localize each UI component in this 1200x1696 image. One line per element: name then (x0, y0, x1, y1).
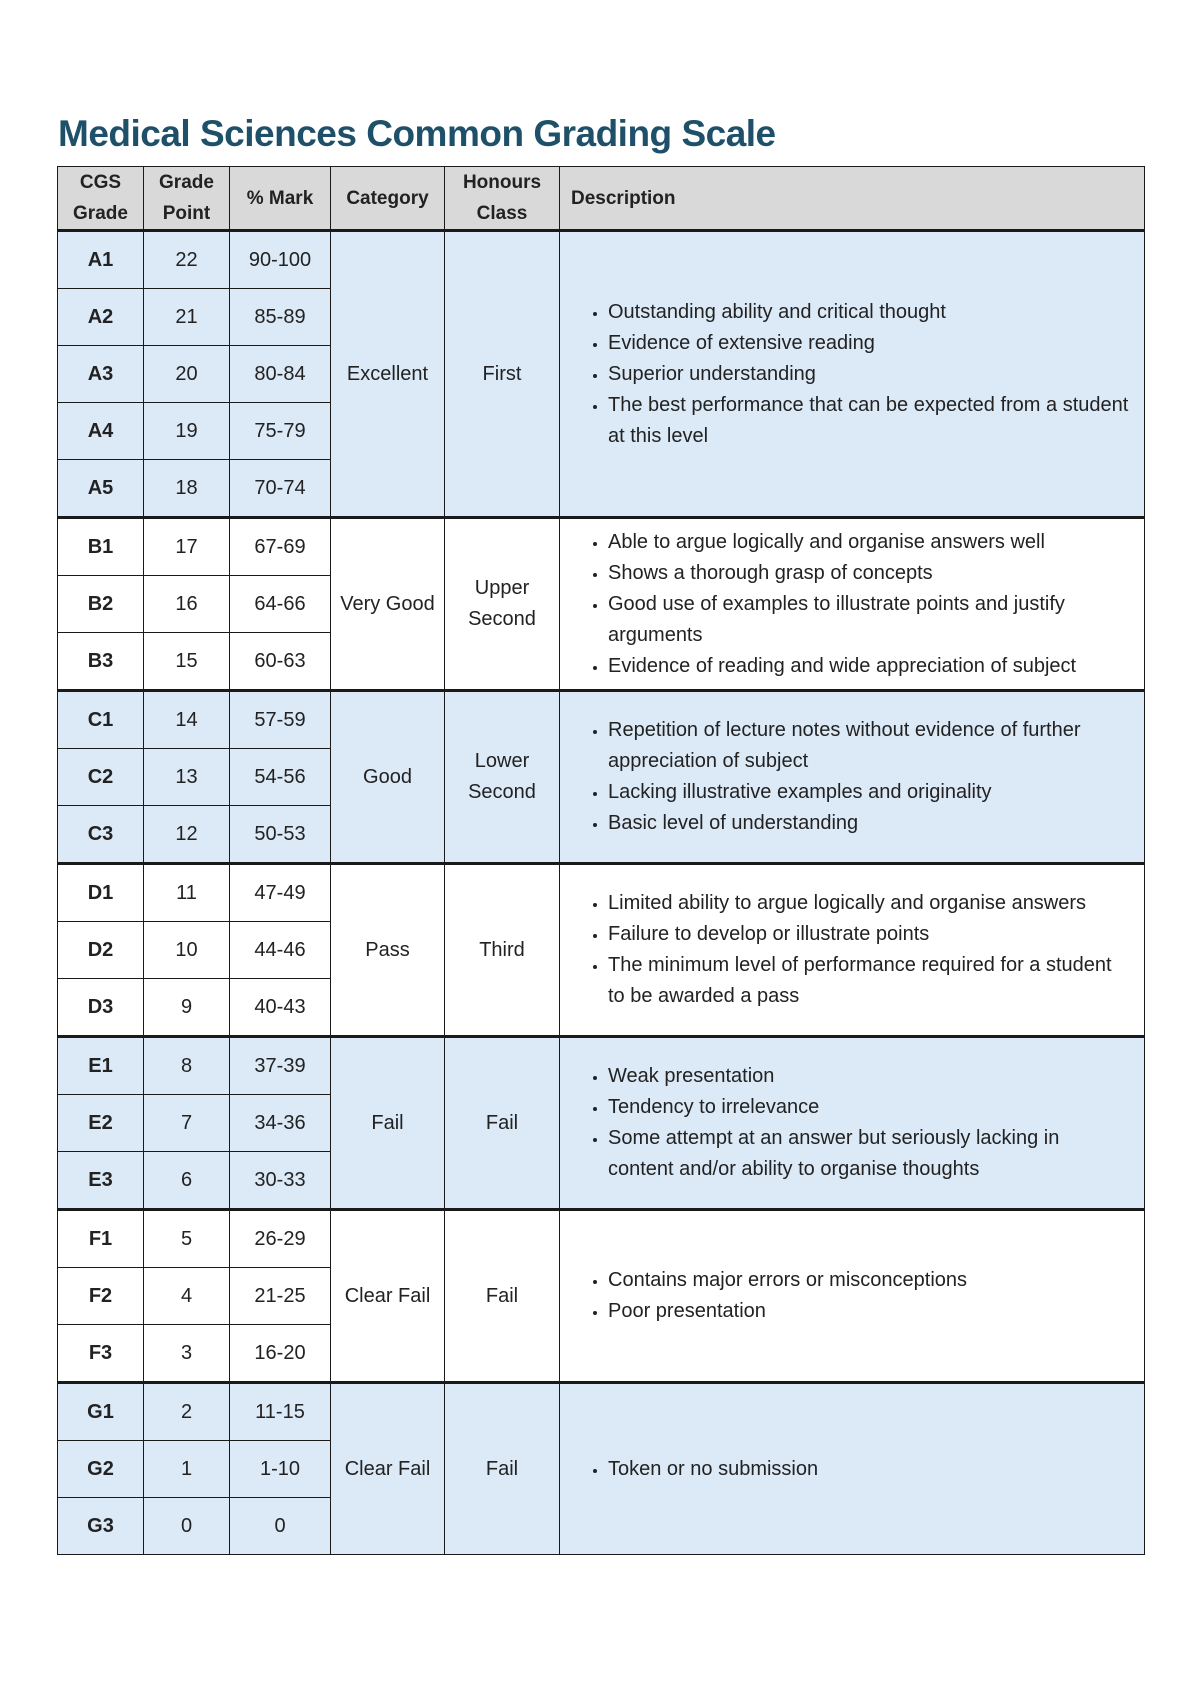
cgs-grade-cell: C3 (58, 806, 144, 864)
honours-class-cell: Fail (445, 1037, 560, 1210)
mark-cell: 60-63 (230, 633, 331, 691)
description-item: • Shows a thorough grasp of concepts (608, 558, 1130, 589)
grade-point-cell: 16 (144, 576, 230, 633)
grade-point-cell: 19 (144, 403, 230, 460)
description-list (568, 715, 1130, 839)
mark-cell: 1-10 (230, 1441, 331, 1498)
grade-point-cell: 0 (144, 1498, 230, 1555)
cgs-grade-cell: F3 (58, 1325, 144, 1383)
table-body (58, 231, 1145, 1555)
cgs-grade-cell: G2 (58, 1441, 144, 1498)
header-honours-class: Honours Class (445, 167, 560, 231)
mark-cell: 0 (230, 1498, 331, 1555)
grade-point-cell: 18 (144, 460, 230, 518)
grade-point-cell: 12 (144, 806, 230, 864)
description-item: • Token or no submission (608, 1454, 1130, 1485)
description-item: • Good use of examples to illustrate points and justify arguments (608, 589, 1130, 651)
honours-class-cell: Lower Second (445, 691, 560, 864)
cgs-grade-cell: A4 (58, 403, 144, 460)
mark-cell: 30-33 (230, 1152, 331, 1210)
description-item: • Weak presentation (608, 1061, 1130, 1092)
grade-point-cell: 7 (144, 1095, 230, 1152)
table-row (58, 864, 1145, 922)
description-cell (560, 864, 1145, 1037)
cgs-grade-cell: E2 (58, 1095, 144, 1152)
grade-point-cell: 14 (144, 691, 230, 749)
honours-class-cell: Third (445, 864, 560, 1037)
description-item: • Contains major errors or misconceptions (608, 1265, 1130, 1296)
header-category: Category (331, 167, 445, 231)
table-row (58, 1383, 1145, 1441)
mark-cell: 34-36 (230, 1095, 331, 1152)
cgs-grade-cell: D3 (58, 979, 144, 1037)
description-list (568, 297, 1130, 452)
category-cell: Very Good (331, 518, 445, 691)
description-item: • Repetition of lecture notes without evidence of further appreciation of subject (608, 715, 1130, 777)
table-row (58, 231, 1145, 289)
mark-cell: 75-79 (230, 403, 331, 460)
cgs-grade-cell: A1 (58, 231, 144, 289)
grade-point-cell: 6 (144, 1152, 230, 1210)
description-item: • Tendency to irrelevance (608, 1092, 1130, 1123)
cgs-grade-cell: D2 (58, 922, 144, 979)
mark-cell: 44-46 (230, 922, 331, 979)
mark-cell: 90-100 (230, 231, 331, 289)
mark-cell: 11-15 (230, 1383, 331, 1441)
description-item: • Evidence of extensive reading (608, 328, 1130, 359)
table-header-row (58, 167, 1145, 231)
grade-point-cell: 8 (144, 1037, 230, 1095)
description-item: • Evidence of reading and wide appreciation of subject (608, 651, 1130, 682)
mark-cell: 57-59 (230, 691, 331, 749)
description-item: • Some attempt at an answer but seriously lacking in content and/or ability to organise thoughts (608, 1123, 1130, 1185)
honours-class-cell: Fail (445, 1210, 560, 1383)
grade-point-cell: 10 (144, 922, 230, 979)
mark-cell: 70-74 (230, 460, 331, 518)
cgs-grade-cell: E3 (58, 1152, 144, 1210)
honours-class-cell: Upper Second (445, 518, 560, 691)
grade-point-cell: 11 (144, 864, 230, 922)
cgs-grade-cell: C1 (58, 691, 144, 749)
category-cell: Fail (331, 1037, 445, 1210)
cgs-grade-cell: A2 (58, 289, 144, 346)
cgs-grade-cell: D1 (58, 864, 144, 922)
cgs-grade-cell: B1 (58, 518, 144, 576)
grade-point-cell: 3 (144, 1325, 230, 1383)
table-row (58, 518, 1145, 576)
description-list (568, 1265, 1130, 1327)
grade-point-cell: 21 (144, 289, 230, 346)
grading-scale-table (57, 166, 1145, 1555)
description-item: • The best performance that can be expected from a student at this level (608, 390, 1130, 452)
description-item: • Able to argue logically and organise answers well (608, 527, 1130, 558)
cgs-grade-cell: E1 (58, 1037, 144, 1095)
mark-cell: 64-66 (230, 576, 331, 633)
description-item: • Failure to develop or illustrate points (608, 919, 1130, 950)
description-cell (560, 1383, 1145, 1555)
category-cell: Pass (331, 864, 445, 1037)
description-cell (560, 1037, 1145, 1210)
grade-point-cell: 13 (144, 749, 230, 806)
grade-point-cell: 2 (144, 1383, 230, 1441)
mark-cell: 85-89 (230, 289, 331, 346)
mark-cell: 67-69 (230, 518, 331, 576)
table-row (58, 1037, 1145, 1095)
header-grade-point: Grade Point (144, 167, 230, 231)
description-list (568, 1061, 1130, 1185)
mark-cell: 37-39 (230, 1037, 331, 1095)
cgs-grade-cell: C2 (58, 749, 144, 806)
cgs-grade-cell: B2 (58, 576, 144, 633)
cgs-grade-cell: A5 (58, 460, 144, 518)
mark-cell: 26-29 (230, 1210, 331, 1268)
cgs-grade-cell: G3 (58, 1498, 144, 1555)
grade-point-cell: 9 (144, 979, 230, 1037)
grade-point-cell: 5 (144, 1210, 230, 1268)
category-cell: Good (331, 691, 445, 864)
header-description: Description (560, 167, 1145, 231)
grade-point-cell: 1 (144, 1441, 230, 1498)
header-mark: % Mark (230, 167, 331, 231)
description-item: • The minimum level of performance required for a student to be awarded a pass (608, 950, 1130, 1012)
grade-point-cell: 20 (144, 346, 230, 403)
description-cell (560, 231, 1145, 518)
category-cell: Clear Fail (331, 1383, 445, 1555)
mark-cell: 21-25 (230, 1268, 331, 1325)
page-title: Medical Sciences Common Grading Scale (58, 113, 776, 154)
description-list (568, 527, 1130, 682)
honours-class-cell: Fail (445, 1383, 560, 1555)
grade-point-cell: 22 (144, 231, 230, 289)
description-list (568, 1454, 1130, 1485)
grade-point-cell: 15 (144, 633, 230, 691)
mark-cell: 16-20 (230, 1325, 331, 1383)
description-item: • Poor presentation (608, 1296, 1130, 1327)
description-item: • Lacking illustrative examples and originality (608, 777, 1130, 808)
honours-class-cell: First (445, 231, 560, 518)
mark-cell: 40-43 (230, 979, 331, 1037)
header-cgs-grade: CGS Grade (58, 167, 144, 231)
mark-cell: 54-56 (230, 749, 331, 806)
cgs-grade-cell: B3 (58, 633, 144, 691)
description-item: • Basic level of understanding (608, 808, 1130, 839)
description-item: • Limited ability to argue logically and organise answers (608, 888, 1130, 919)
mark-cell: 47-49 (230, 864, 331, 922)
cgs-grade-cell: G1 (58, 1383, 144, 1441)
table-row (58, 691, 1145, 749)
description-cell (560, 518, 1145, 691)
cgs-grade-cell: F2 (58, 1268, 144, 1325)
mark-cell: 80-84 (230, 346, 331, 403)
description-list (568, 888, 1130, 1012)
table-row (58, 1210, 1145, 1268)
grade-point-cell: 4 (144, 1268, 230, 1325)
description-cell (560, 1210, 1145, 1383)
category-cell: Clear Fail (331, 1210, 445, 1383)
cgs-grade-cell: A3 (58, 346, 144, 403)
description-item: • Outstanding ability and critical thought (608, 297, 1130, 328)
category-cell: Excellent (331, 231, 445, 518)
cgs-grade-cell: F1 (58, 1210, 144, 1268)
mark-cell: 50-53 (230, 806, 331, 864)
description-cell (560, 691, 1145, 864)
grade-point-cell: 17 (144, 518, 230, 576)
description-item: • Superior understanding (608, 359, 1130, 390)
